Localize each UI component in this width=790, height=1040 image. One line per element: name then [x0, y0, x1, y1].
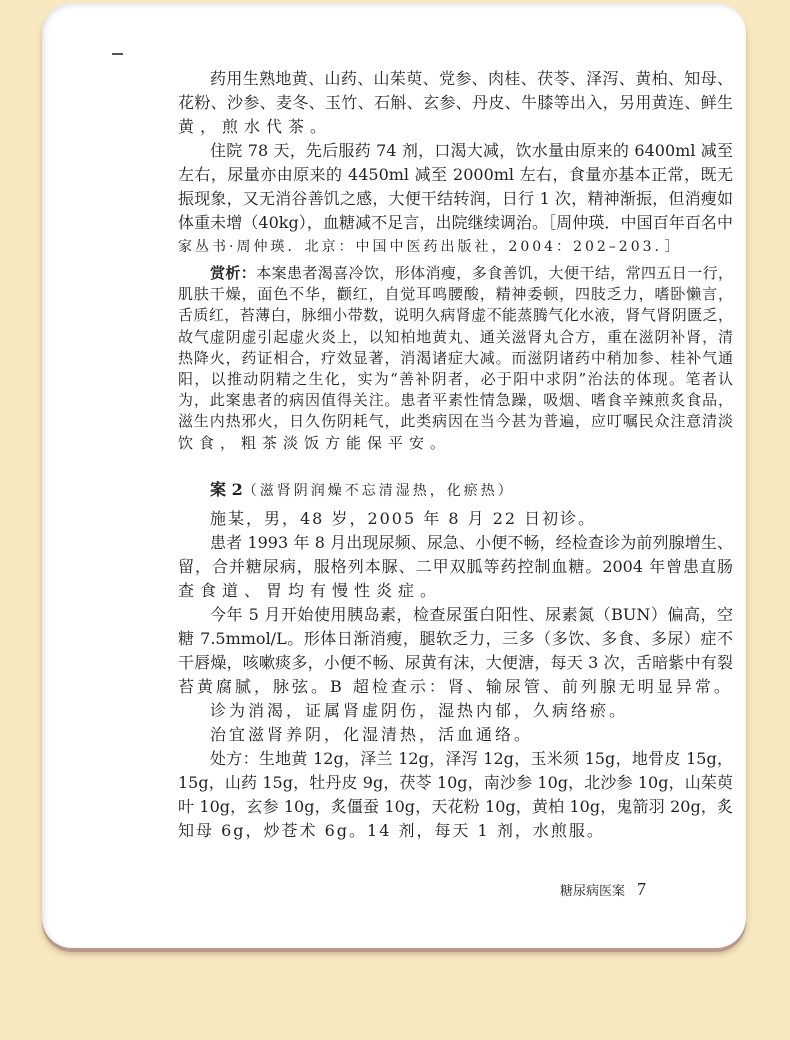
text-line: 糖 7.5mmol/L。形体日渐消瘦，腿软乏力，三多（多饮、多食、多尿）症不	[178, 628, 733, 648]
text-line: 饮食，粗茶淡饭方能保平安。	[178, 433, 452, 452]
text-line: 15g，山药 15g，牡丹皮 9g，茯苓 10g，南沙参 10g，北沙参 10g，山茱萸	[178, 772, 733, 792]
text-line: 施某，男，48 岁，2005 年 8 月 22 日初诊。	[210, 508, 597, 528]
text-line: 知母 6g，炒苍术 6g。14 剂，每天 1 剂，水煎服。	[178, 820, 605, 840]
text-line: 舌质红，苔薄白，脉细小带数，说明久病肾虚不能蒸腾气化水液，肾气肾阴匮乏，	[178, 306, 733, 325]
page-content	[178, 67, 733, 843]
text-line: 今年 5 月开始使用胰岛素，检查尿蛋白阳性、尿素氮（BUN）偏高，空	[210, 604, 733, 624]
case2-title: 案 2	[210, 479, 243, 499]
text-line: 诊为消渴，证属肾虚阴伤，湿热内郁，久病络瘀。	[210, 700, 629, 720]
text-span: 本案患者渴喜冷饮，形体消瘦，多食善饥，大便干结，常四五日一行，	[256, 264, 733, 282]
case2-heading	[178, 475, 733, 505]
text-line: 苔黄腐腻，脉弦。B 超检查示：肾、输尿管、前列腺无明显异常。	[178, 676, 733, 696]
text-line: 为，此案患者的病因值得关注。患者平素性情急躁，吸烟、嗜食辛辣煎炙食品，	[178, 391, 733, 410]
text-line: 药用生熟地黄、山药、山茱萸、党参、肉桂、茯苓、泽泻、黄柏、知母、	[210, 69, 733, 88]
text-line: 肌肤干燥，面色不华，颧红，自觉耳鸣腰酸，精神委顿，四肢乏力，嗜卧懒言，	[178, 285, 733, 304]
book-page	[42, 3, 746, 948]
case1-conclusion	[178, 67, 733, 259]
page-footer	[560, 879, 646, 900]
text-line: 留，合并糖尿病，服格列本脲、二甲双胍等药控制血糖。2004 年曾患直肠	[178, 556, 733, 576]
text-line: 左右，尿量亦由原来的 4450ml 减至 2000ml 左右，食量亦基本正常，既无	[178, 165, 733, 184]
text-line: 干唇燥，咳嗽痰多，小便不畅、尿黄有沫，大便溏，每天 3 次，舌暗紫中有裂	[178, 652, 733, 672]
text-line: 滋生内热邪火，日久伤阴耗气，此类病因在当今甚为普遍，应叮嘱民众注意清淡	[178, 412, 733, 431]
text-line: 阳，以推动阴精之生化，实为“善补阴者，必于阳中求阴”治法的体现。笔者认	[178, 369, 733, 388]
case2-subtitle: （滋肾阴润燥不忘清湿热，化瘀热）	[242, 482, 515, 499]
text-line: 振现象，又无消谷善饥之感，大便干结转润，日行 1 次，精神渐振，但消瘦如	[178, 189, 733, 208]
running-title: 糖尿病医案	[559, 884, 625, 899]
analysis-section	[178, 263, 733, 454]
text-line: 住院 78 天，先后服药 74 剂，口渴大减，饮水量由原来的 6400ml 减至	[210, 141, 733, 160]
text-line: 体重未增（40kg），血糖减不足言，出院继续调治。［周仲瑛．中国百年百名中	[178, 213, 733, 232]
citation-line: 家丛书·周仲瑛．北京：中国中医药出版社，2004：202–203．］	[178, 239, 682, 255]
text-line: 治宜滋肾养阴，化湿清热，活血通络。	[210, 724, 534, 744]
text-line	[178, 263, 733, 284]
text-line: 热降火，药证相合，疗效显著，消渴诸症大减。而滋阴诸药中稍加参、桂补气通	[178, 348, 733, 367]
page-number: 7	[637, 879, 646, 899]
case2-body	[178, 507, 733, 843]
text-line: 故气虚阴虚引起虚火炎上，以知柏地黄丸、通关滋肾丸合方，重在滋阴补肾，清	[178, 327, 733, 346]
text-line: 处方：生地黄 12g，泽兰 12g，泽泻 12g，玉米须 15g，地骨皮 15g，	[210, 748, 733, 768]
analysis-label: 赏析：	[210, 264, 257, 282]
page-mark	[112, 53, 123, 55]
text-line: 黄，煎水代茶。	[178, 117, 333, 136]
text-line: 查食道、胃均有慢性炎症。	[178, 580, 443, 600]
text-line: 花粉、沙参、麦冬、玉竹、石斛、玄参、丹皮、牛膝等出入，另用黄连、鲜生	[178, 93, 733, 112]
text-line: 患者 1993 年 8 月出现尿频、尿急、小便不畅，经检查诊为前列腺增生、	[210, 532, 733, 552]
text-line: 叶 10g，玄参 10g，炙僵蚕 10g，天花粉 10g，黄柏 10g，鬼箭羽 20g，炙	[178, 796, 733, 816]
